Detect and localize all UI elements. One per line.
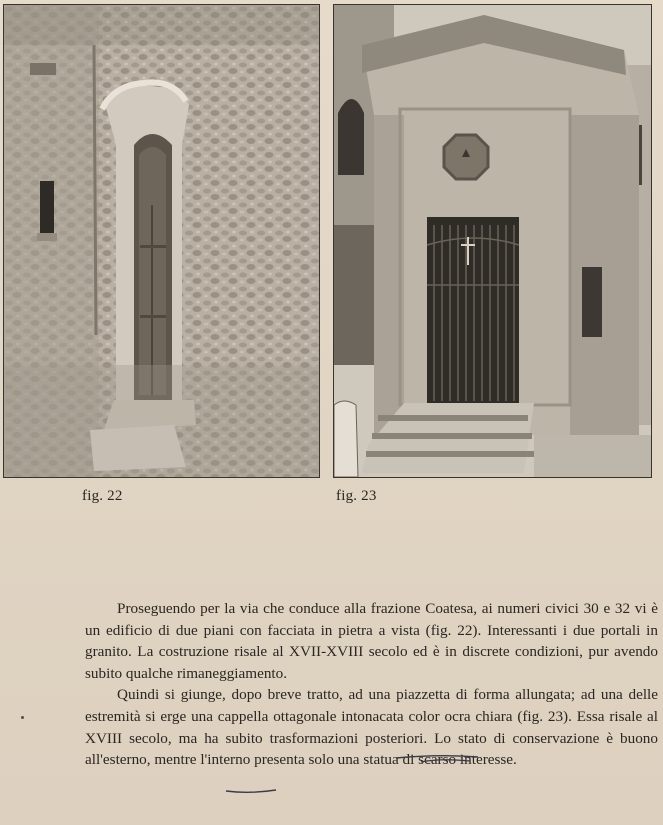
paragraph-2: Quindi si giunge, dopo breve tratto, ad una piazzetta di forma allungata; ad una delle estremità si erge una cappella ottagonale intonacata color ocra chiara (fig. 23). Essa risale al XVIII secolo, ma ha subito trasformazioni posteriori. Lo stato di conservazione è buono all'esterno, mentre l'interno presenta solo una statua di scarso interesse. xyxy=(85,686,658,769)
photo-22-image xyxy=(4,5,319,477)
body-text xyxy=(85,598,658,771)
figure-caption-22: fig. 22 xyxy=(82,488,123,504)
photo-octagonal-chapel xyxy=(333,4,652,478)
figure-caption-23: fig. 23 xyxy=(336,488,377,504)
photo-stone-facade-portal xyxy=(3,4,320,478)
paragraph-1: Proseguendo per la via che conduce alla frazione Coatesa, ai numeri civici 30 e 32 vi è un edificio di due piani con facciata in pietra a vista (fig. 22). Interessanti i due portali in granito. La costruzione risale al XVII-XVIII secolo ed è in discrete condizioni, pur avendo subito qualche rimaneggiamento. xyxy=(85,600,658,682)
margin-mark xyxy=(21,716,24,719)
photo-23-image xyxy=(334,5,651,477)
